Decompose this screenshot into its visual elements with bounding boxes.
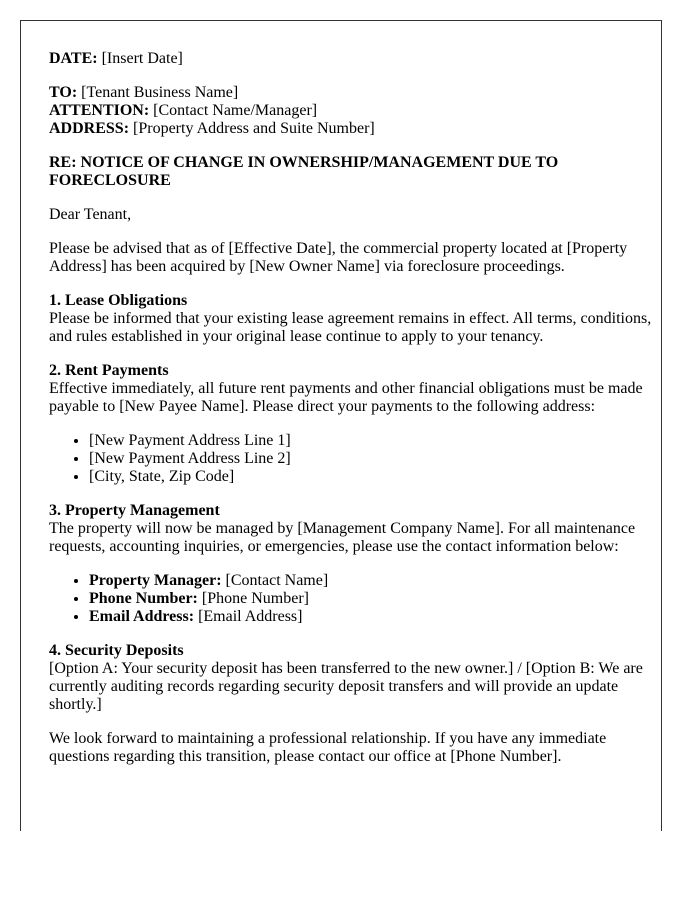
to-line xyxy=(49,84,661,102)
closing-paragraph: We look forward to maintaining a professional relationship. If you have any immediate questions regarding this transition, please contact our office at [Phone Number]. xyxy=(49,730,607,765)
property-manager-value: [Contact Name] xyxy=(225,572,329,589)
list-item: • [New Payment Address Line 1] xyxy=(89,432,661,450)
list-item xyxy=(89,590,661,608)
section-heading: 4. Security Deposits xyxy=(49,642,184,659)
section-heading: 3. Property Management xyxy=(49,502,220,519)
list-item: • [City, State, Zip Code] xyxy=(89,468,661,486)
section-lease-obligations xyxy=(49,292,661,346)
section-property-management xyxy=(49,502,661,556)
address-line xyxy=(49,120,661,138)
section-body: Effective immediately, all future rent payments and other financial obligations must be made payable to [New Payee Name]. Please direct your payments to the following address: xyxy=(49,380,643,415)
property-manager-label: Property Manager: xyxy=(89,572,222,589)
list-item: • [New Payment Address Line 2] xyxy=(89,450,661,468)
section-body: The property will now be managed by [Management Company Name]. For all maintenance requests, accounting inquiries, or emergencies, please use the contact information below: xyxy=(49,520,636,555)
email-address-label: Email Address: xyxy=(89,608,195,625)
to-value: [Tenant Business Name] xyxy=(81,84,239,101)
date-value: [Insert Date] xyxy=(101,50,183,67)
phone-number-label: Phone Number: xyxy=(89,590,198,607)
date-label: DATE: xyxy=(49,50,98,67)
section-rent-payments xyxy=(49,362,661,416)
date-line xyxy=(49,50,661,68)
list-item xyxy=(89,572,661,590)
phone-number-value: [Phone Number] xyxy=(201,590,309,607)
payment-address-list xyxy=(49,432,661,486)
intro-paragraph: Please be advised that as of [Effective Date], the commercial property located at [Property Address] has been acquired by [New Owner Name] via foreclosure proceedings. xyxy=(49,240,628,275)
letter-document xyxy=(20,20,662,831)
to-label: TO: xyxy=(49,84,78,101)
section-body: Please be informed that your existing lease agreement remains in effect. All terms, conditions, and rules established in your original lease continue to apply to your tenancy. xyxy=(49,310,652,345)
subject-line: RE: NOTICE OF CHANGE IN OWNERSHIP/MANAGEMENT DUE TO FORECLOSURE xyxy=(49,154,559,189)
recipient-block xyxy=(49,84,661,138)
section-heading: 1. Lease Obligations xyxy=(49,292,188,309)
list-item xyxy=(89,608,661,626)
attention-line xyxy=(49,102,661,120)
section-heading: 2. Rent Payments xyxy=(49,362,169,379)
attention-value: [Contact Name/Manager] xyxy=(153,102,318,119)
section-security-deposits xyxy=(49,642,661,714)
address-value: [Property Address and Suite Number] xyxy=(133,120,375,137)
email-address-value: [Email Address] xyxy=(198,608,303,625)
contact-info-list xyxy=(49,572,661,626)
section-body: [Option A: Your security deposit has been transferred to the new owner.] / [Option B: We are currently auditing records regarding security deposit transfers and will provide an update shortly.] xyxy=(49,660,643,713)
salutation: Dear Tenant, xyxy=(49,206,132,223)
address-label: ADDRESS: xyxy=(49,120,130,137)
attention-label: ATTENTION: xyxy=(49,102,150,119)
